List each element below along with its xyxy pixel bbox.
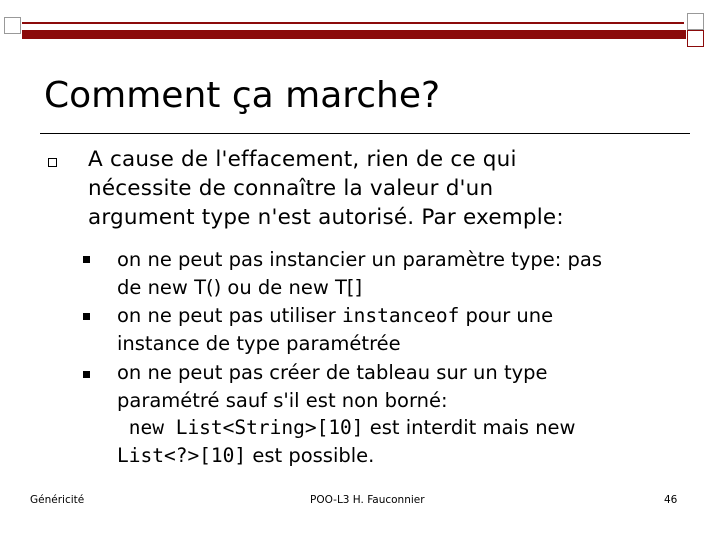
slide-title: Comment ça marche? bbox=[44, 75, 441, 116]
sub-bullet-line bbox=[117, 302, 697, 330]
header-corner-box-left bbox=[4, 17, 21, 34]
hollow-square-bullet-icon bbox=[48, 158, 57, 167]
footer-author: POO-L3 H. Fauconnier bbox=[310, 494, 425, 506]
sub-bullet-text-part: est possible. bbox=[246, 443, 375, 467]
code-snippet: List<?>[10] bbox=[117, 443, 247, 467]
sub-bullet-line: de new T() ou de new T[] bbox=[117, 275, 363, 299]
code-keyword: instanceof bbox=[341, 304, 460, 327]
sub-bullet-line: on ne peut pas instancier un paramètre type: pas bbox=[117, 248, 602, 271]
sub-bullet-line bbox=[117, 442, 697, 470]
main-bullet-line: nécessite de connaître la valeur d'un bbox=[88, 176, 494, 201]
sub-bullet-line: instance de type paramétrée bbox=[117, 331, 401, 355]
sub-bullet-line: on ne peut pas créer de tableau sur un type bbox=[117, 361, 548, 384]
filled-square-bullet-icon bbox=[83, 371, 90, 378]
main-bullet-line: argument type n'est autorisé. Par exemple: bbox=[88, 205, 564, 230]
sub-bullet-line: paramétré sauf s'il est non borné: bbox=[117, 388, 448, 412]
sub-bullet-text-1 bbox=[117, 246, 697, 301]
header-bar-bottom-line bbox=[22, 30, 686, 39]
title-underline bbox=[40, 133, 690, 134]
footer-page-number: 46 bbox=[664, 494, 678, 506]
header-corner-box-right-bottom bbox=[687, 30, 704, 47]
sub-bullet-text-2 bbox=[117, 302, 697, 357]
main-bullet-line: A cause de l'effacement, rien de ce qui bbox=[88, 147, 517, 172]
sub-bullet-line bbox=[117, 414, 697, 442]
header-bar-top-line bbox=[22, 22, 684, 24]
filled-square-bullet-icon bbox=[83, 313, 90, 320]
sub-bullet-text-3 bbox=[117, 359, 697, 469]
sub-bullet-text-part: on ne peut pas utiliser bbox=[117, 304, 342, 327]
footer-left-label: Généricité bbox=[30, 494, 85, 506]
sub-bullet-text-part: pour une bbox=[459, 304, 554, 327]
main-bullet-text bbox=[88, 145, 688, 232]
filled-square-bullet-icon bbox=[83, 256, 90, 263]
sub-bullet-text-part: est interdit mais new bbox=[363, 416, 576, 439]
code-snippet: new List<String>[10] bbox=[117, 416, 364, 439]
header-corner-box-right-top bbox=[687, 13, 704, 30]
